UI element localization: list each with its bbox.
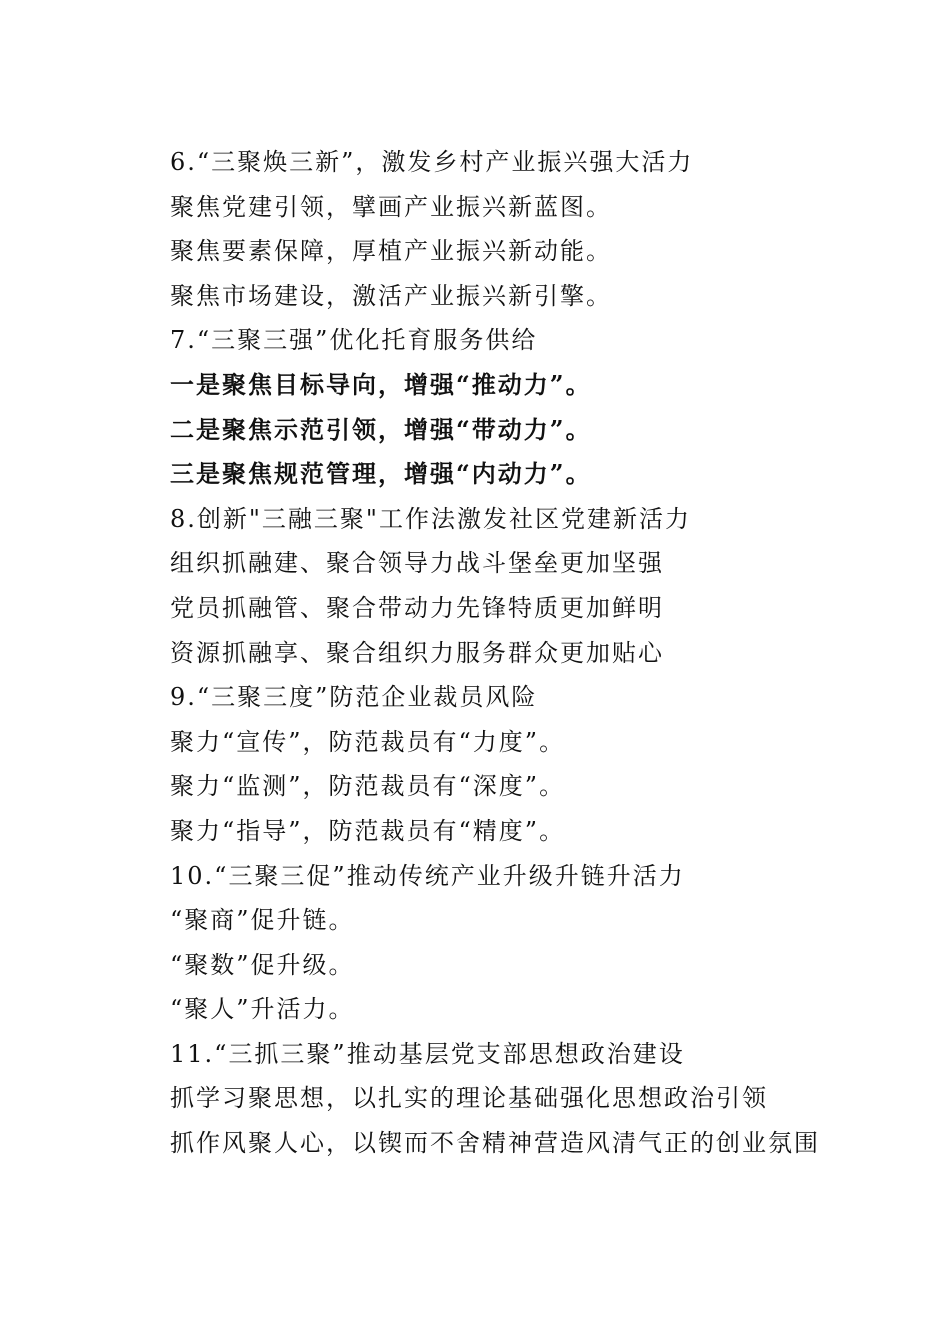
body-line: 抓学习聚思想，以扎实的理论基础强化思想政治引领 xyxy=(170,1084,768,1113)
body-line: 聚焦要素保障，厚植产业振兴新动能。 xyxy=(170,237,612,266)
body-line: 聚力“监测”，防范裁员有“深度”。 xyxy=(170,772,566,801)
body-line: 聚力“宣传”，防范裁员有“力度”。 xyxy=(170,727,566,756)
body-line: 组织抓融建、聚合领导力战斗堡垒更加坚强 xyxy=(170,549,664,578)
body-line: “聚人”升活力。 xyxy=(170,995,355,1024)
section-heading-9: 9.“三聚三度”防范企业裁员风险 xyxy=(170,683,538,712)
body-line: 抓作风聚人心，以锲而不舍精神营造风清气正的创业氛围 xyxy=(170,1129,820,1158)
body-line: 聚焦党建引领，擘画产业振兴新蓝图。 xyxy=(170,192,612,221)
body-line: “聚数”促升级。 xyxy=(170,950,355,979)
body-line: 一是聚焦目标导向，增强“推动力”。 xyxy=(170,369,592,399)
section-heading-6: 6.“三聚焕三新”，激发乡村产业振兴强大活力 xyxy=(170,148,694,176)
body-line: 党员抓融管、聚合带动力先锋特质更加鲜明 xyxy=(170,593,664,622)
document-body xyxy=(170,140,890,1166)
section-heading-10: 10.“三聚三促”推动传统产业升级升链升活力 xyxy=(170,861,685,890)
body-line: 三是聚焦规范管理，增强“内动力”。 xyxy=(170,459,592,489)
section-heading-11: 11.“三抓三聚”推动基层党支部思想政治建设 xyxy=(170,1039,685,1068)
body-line: “聚商”促升链。 xyxy=(170,906,355,935)
body-line: 聚力“指导”，防范裁员有“精度”。 xyxy=(170,816,566,845)
body-line: 二是聚焦示范引领，增强“带动力”。 xyxy=(170,414,592,444)
section-heading-7: 7.“三聚三强”优化托育服务供给 xyxy=(170,326,538,355)
body-line: 聚焦市场建设，激活产业振兴新引擎。 xyxy=(170,281,612,310)
body-line: 资源抓融享、聚合组织力服务群众更加贴心 xyxy=(170,638,664,667)
section-heading-8: 8.创新"三融三聚"工作法激发社区党建新活力 xyxy=(170,504,691,533)
